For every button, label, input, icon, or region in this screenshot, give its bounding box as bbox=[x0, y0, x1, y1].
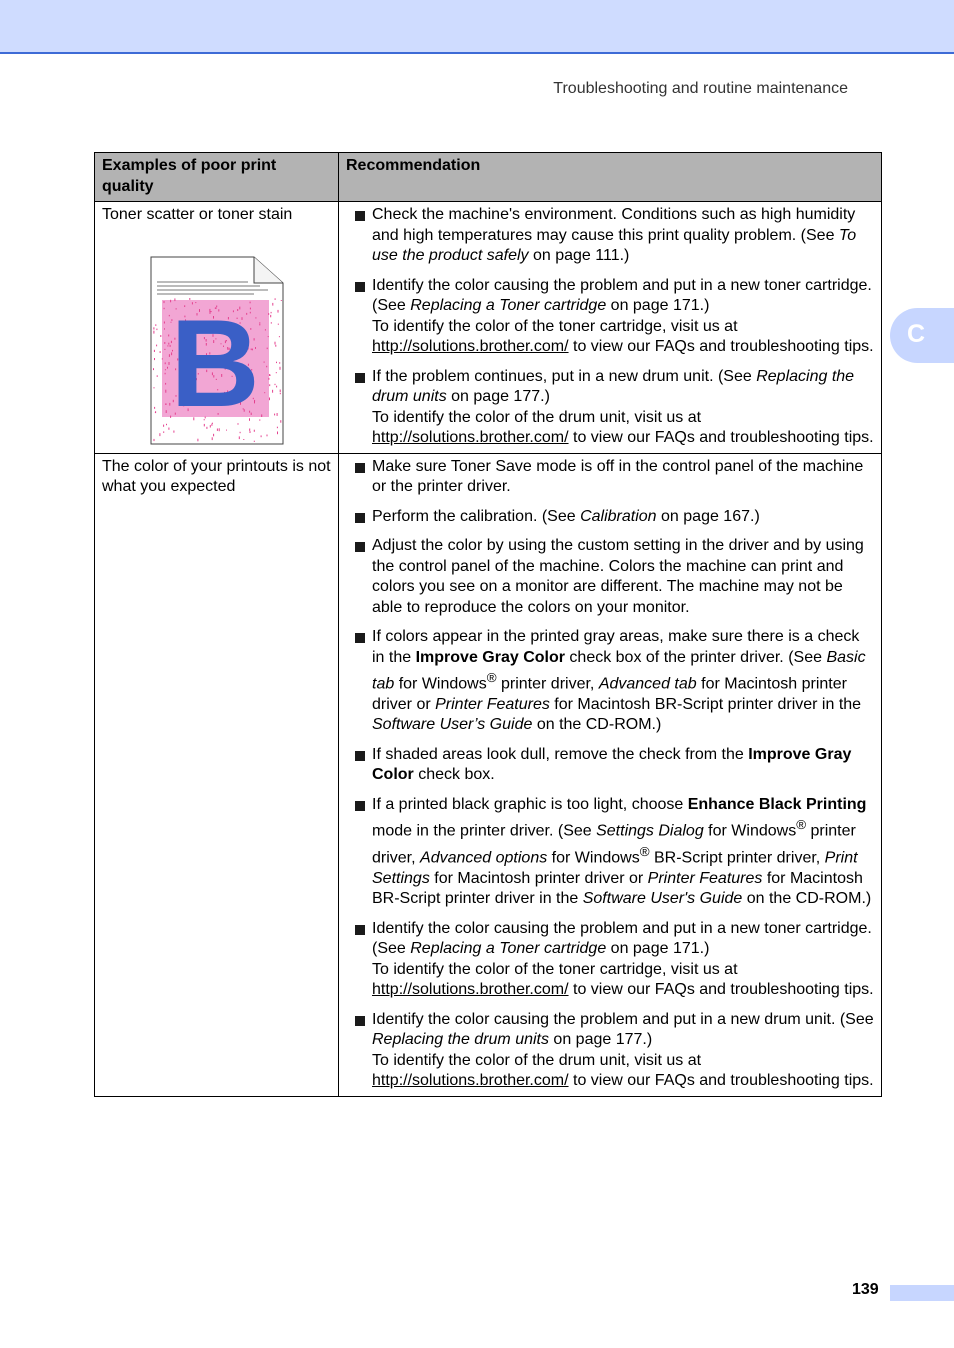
toner-dot bbox=[276, 361, 277, 362]
toner-dot bbox=[277, 413, 278, 416]
toner-dot bbox=[160, 351, 161, 353]
recommendation-list bbox=[346, 205, 875, 449]
xref: Software User's Guide bbox=[582, 890, 743, 908]
problem-label: The color of your printouts is not what you expected bbox=[102, 457, 331, 495]
solutions-link[interactable]: http://solutions.brother.com/ bbox=[372, 981, 569, 999]
toner-dot bbox=[154, 387, 155, 388]
toner-dot bbox=[269, 384, 270, 386]
solutions-link[interactable]: http://solutions.brother.com/ bbox=[372, 429, 569, 446]
xref: Advanced options bbox=[420, 849, 548, 867]
xref: Replacing a Toner cartridge bbox=[410, 940, 607, 958]
toner-dot bbox=[164, 307, 165, 308]
problem-cell bbox=[95, 202, 339, 454]
chapter-tab[interactable] bbox=[890, 308, 954, 363]
toner-dot bbox=[280, 392, 281, 393]
xref: Printer Features bbox=[435, 695, 550, 713]
toner-dot bbox=[167, 366, 168, 368]
list-item: Perform the calibration. (See Calibration on page 167.) bbox=[346, 507, 875, 528]
xref: To use the product safely bbox=[372, 226, 857, 264]
toner-dot bbox=[167, 345, 168, 346]
toner-dot bbox=[165, 389, 166, 392]
toner-dot bbox=[254, 440, 255, 441]
list-item: Identify the color causing the problem and put in a new drum unit. (See Replacing the drum units on page 177.) To identify the color of the drum unit, visit us at http://solutions.brother.com/ to view our FAQs and troubleshooting tips. bbox=[346, 1010, 875, 1092]
toner-dot bbox=[213, 433, 214, 436]
toner-dot bbox=[268, 336, 269, 337]
table-row bbox=[95, 453, 882, 1096]
solutions-link[interactable]: http://solutions.brother.com/ bbox=[372, 338, 569, 355]
xref: Replacing a Toner cartridge bbox=[410, 297, 607, 314]
xref: Basic tab bbox=[372, 648, 866, 693]
toner-dot bbox=[163, 424, 164, 426]
toner-dot bbox=[157, 375, 158, 377]
toner-dot bbox=[159, 433, 160, 436]
toner-dot bbox=[271, 311, 272, 312]
toner-dot bbox=[156, 344, 157, 346]
xref: Calibration bbox=[580, 507, 657, 525]
toner-dot bbox=[165, 369, 166, 370]
toner-dot bbox=[278, 323, 279, 324]
recommendation-cell bbox=[339, 453, 882, 1096]
toner-dot bbox=[164, 328, 165, 329]
xref: Advanced tab bbox=[598, 675, 697, 693]
toner-dot bbox=[162, 358, 163, 359]
toner-dot bbox=[270, 314, 271, 316]
chapter-tab-letter: C bbox=[907, 320, 926, 348]
toner-dot bbox=[168, 334, 169, 336]
toner-dot bbox=[275, 383, 276, 384]
recommendation-cell bbox=[339, 202, 882, 454]
toner-dot bbox=[266, 365, 267, 367]
toner-dot bbox=[278, 309, 279, 312]
toner-dot bbox=[269, 397, 270, 400]
xref: Replacing the drum units bbox=[372, 367, 855, 405]
sample-letter: B bbox=[170, 294, 260, 433]
toner-dot bbox=[264, 361, 265, 362]
toner-dot bbox=[272, 302, 273, 305]
toner-dot bbox=[153, 368, 154, 370]
header-band bbox=[0, 0, 954, 54]
toner-dot bbox=[154, 358, 155, 360]
problem-cell bbox=[95, 453, 339, 1096]
toner-dot bbox=[280, 366, 281, 369]
toner-dot bbox=[276, 372, 277, 373]
toner-dot bbox=[261, 414, 262, 417]
toner-dot bbox=[267, 347, 268, 349]
list-item: Check the machine's environment. Conditions such as high humidity and high temperatures may cause this print quality problem. (See To use the product safely on page 111.) bbox=[346, 205, 875, 267]
ui-term: Improve Gray Color bbox=[372, 745, 852, 784]
xref: Print Settings bbox=[372, 849, 858, 887]
toner-dot bbox=[275, 344, 276, 346]
toner-dot bbox=[265, 329, 266, 330]
column-header-recommendation: Recommendation bbox=[339, 153, 882, 202]
toner-dot bbox=[164, 321, 165, 323]
toner-dot bbox=[166, 410, 167, 413]
toner-dot bbox=[168, 342, 169, 344]
toner-dot bbox=[155, 324, 156, 326]
ui-term: Enhance Black Printing bbox=[687, 795, 867, 813]
toner-dot bbox=[160, 335, 161, 337]
toner-dot bbox=[163, 431, 164, 433]
recommendation-list bbox=[346, 457, 875, 1092]
ui-term: Improve Gray Color bbox=[415, 648, 565, 666]
solutions-link[interactable]: http://solutions.brother.com/ bbox=[372, 1072, 569, 1090]
list-item: Make sure Toner Save mode is off in the control panel of the machine or the printer driver. bbox=[346, 457, 875, 498]
toner-dot bbox=[154, 438, 155, 440]
toner-dot bbox=[280, 389, 281, 392]
toner-dot bbox=[261, 435, 262, 437]
toner-dot bbox=[272, 389, 273, 392]
toner-dot bbox=[268, 377, 269, 379]
xref: Printer Features bbox=[647, 869, 763, 887]
list-item: If shaded areas look dull, remove the check from the Improve Gray Color check box. bbox=[346, 745, 875, 786]
running-header: Troubleshooting and routine maintenance bbox=[553, 80, 848, 97]
toner-dot bbox=[281, 300, 282, 301]
list-item: If colors appear in the printed gray areas, make sure there is a check in the Improve Gray Color check box of the printer driver. (See Basic tab for Windows® printer driver, Advanced tab for Macintosh printer driver or Printer Features for Macintosh BR-Script printer driver in the Software User’s Guide on the CD-ROM.) bbox=[346, 627, 875, 736]
toner-dot bbox=[275, 341, 276, 344]
list-item: If a printed black graphic is too light, choose Enhance Black Printing mode in the printer driver. (See Settings Dialog for Windows® printer driver, Advanced options for Windows® BR-Script printer driver, Print Settings for Macintosh printer driver or Printer Features for Macintosh BR-Script printer driver in the Software User's Guide on the CD-ROM.) bbox=[346, 795, 875, 910]
toner-dot bbox=[279, 336, 280, 337]
list-item: Identify the color causing the problem and put in a new toner cartridge. (See Replacing a Toner cartridge on page 171.) To identify the color of the toner cartridge, visit us at http://solutions.brother.com/ to view our FAQs and troubleshooting tips. bbox=[346, 276, 875, 358]
toner-dot bbox=[165, 362, 166, 364]
toner-dot bbox=[274, 413, 275, 415]
page-number-tab bbox=[890, 1285, 954, 1301]
toner-dot bbox=[156, 328, 157, 330]
toner-dot bbox=[166, 423, 167, 424]
toner-dot bbox=[267, 434, 268, 436]
toner-dot bbox=[165, 372, 166, 374]
page-number: 139 bbox=[852, 1281, 879, 1298]
list-item: If the problem continues, put in a new drum unit. (See Replacing the drum units on page 177.) To identify the color of the drum unit, visit us at http://solutions.brother.com/ to view our FAQs and troubleshooting tips. bbox=[346, 367, 875, 449]
xref: Settings Dialog bbox=[596, 822, 704, 840]
toner-dot bbox=[264, 392, 265, 393]
toner-dot bbox=[279, 362, 280, 364]
problem-label: Toner scatter or toner stain bbox=[102, 206, 293, 223]
toner-dot bbox=[164, 301, 165, 303]
toner-dot bbox=[155, 412, 156, 413]
toner-dot bbox=[165, 382, 166, 384]
toner-dot bbox=[243, 439, 244, 440]
toner-dot bbox=[197, 438, 198, 441]
toner-dot bbox=[271, 322, 272, 323]
toner-scatter-sample-image bbox=[150, 256, 284, 445]
toner-dot bbox=[164, 342, 165, 344]
list-item: Adjust the color by using the custom setting in the driver and by using the control panel of the machine. Colors the machine can print and colors you see on a monitor are different. The machine may not be able to reproduce the colors on your monitor. bbox=[346, 536, 875, 618]
toner-dot bbox=[166, 403, 167, 405]
print-quality-table bbox=[94, 152, 882, 1097]
toner-dot bbox=[280, 420, 281, 423]
list-item: Identify the color causing the problem and put in a new toner cartridge. (See Replacing a Toner cartridge on page 171.) To identify the color of the toner cartridge, visit us at http://solutions.brother.com/ to view our FAQs and troubleshooting tips. bbox=[346, 919, 875, 1001]
toner-dot bbox=[239, 436, 240, 439]
toner-dot bbox=[277, 426, 278, 428]
toner-dot bbox=[153, 330, 154, 333]
toner-dot bbox=[277, 431, 278, 434]
toner-dot bbox=[153, 327, 154, 329]
xref: Software User’s Guide bbox=[372, 716, 533, 734]
column-header-examples: Examples of poor print quality bbox=[95, 153, 339, 202]
toner-dot bbox=[164, 348, 165, 349]
toner-dot bbox=[268, 313, 269, 315]
toner-dot bbox=[270, 374, 271, 376]
xref: Replacing the drum units bbox=[372, 1031, 549, 1049]
table-header-row bbox=[95, 153, 882, 202]
toner-dot bbox=[154, 406, 155, 408]
toner-dot bbox=[212, 437, 213, 440]
toner-dot bbox=[154, 349, 155, 351]
toner-dot bbox=[275, 298, 276, 300]
toner-dot bbox=[276, 385, 277, 387]
table-row bbox=[95, 202, 882, 454]
